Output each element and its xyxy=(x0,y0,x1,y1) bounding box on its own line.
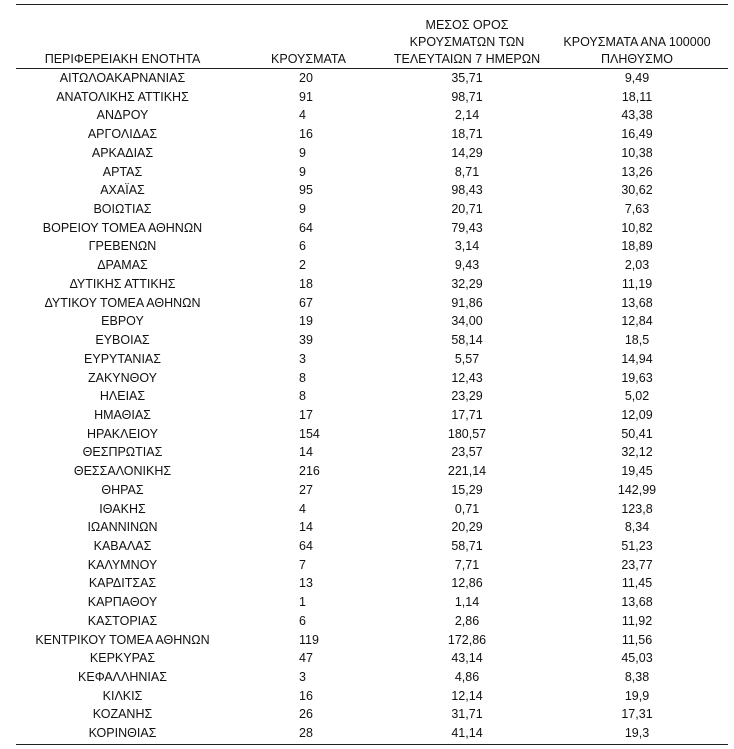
avg7-cell: 58,71 xyxy=(451,538,483,553)
avg7-cell: 7,71 xyxy=(454,557,480,572)
per100k-cell: 19,3 xyxy=(624,726,650,741)
table-row xyxy=(16,312,728,331)
cases-cell: 26 xyxy=(299,707,313,722)
avg7-cell: 4,86 xyxy=(454,670,480,684)
region-cell: ΚΕΝΤΡΙΚΟΥ ΤΟΜΕΑ ΑΘΗΝΩΝ xyxy=(35,632,210,647)
per100k-cell: 19,45 xyxy=(621,464,653,479)
cases-cell: 13 xyxy=(299,576,313,591)
per100k-cell: 19,63 xyxy=(621,370,653,385)
avg7-cell: 91,86 xyxy=(451,295,483,310)
table-row xyxy=(16,425,728,444)
per100k-cell: 11,92 xyxy=(621,613,653,628)
region-cell: ΒΟΡΕΙΟΥ ΤΟΜΕΑ ΑΘΗΝΩΝ xyxy=(42,220,203,235)
header-avg7-line1: ΜΕΣΟΣ ΟΡΟΣ xyxy=(425,18,509,32)
avg7-cell: 12,14 xyxy=(451,688,483,703)
cases-cell: 9 xyxy=(299,145,306,160)
region-cell: ΔΡΑΜΑΣ xyxy=(97,258,148,273)
header-cases xyxy=(229,12,388,69)
table-row xyxy=(16,443,728,462)
avg7-cell: 23,29 xyxy=(451,389,483,404)
per100k-cell: 23,77 xyxy=(621,557,653,572)
avg7-cell: 20,71 xyxy=(451,202,483,217)
region-cell: ΘΗΡΑΣ xyxy=(101,482,144,497)
table-row xyxy=(16,649,728,668)
header-per100k xyxy=(546,12,728,69)
header-per100k-line1: ΚΡΟΥΣΜΑΤΑ ΑΝΑ 100000 xyxy=(563,35,711,49)
cases-cell: 20 xyxy=(299,71,313,85)
table-row xyxy=(16,556,728,575)
avg7-cell: 79,43 xyxy=(451,220,483,235)
cases-cell: 154 xyxy=(299,426,320,441)
avg7-cell: 180,57 xyxy=(447,426,487,441)
region-cell: ΑΙΤΩΛΟΑΚΑΡΝΑΝΙΑΣ xyxy=(59,71,186,85)
region-cell: ΕΥΒΟΙΑΣ xyxy=(95,333,150,348)
bottom-rule xyxy=(16,744,728,745)
region-cell: ΑΡΚΑΔΙΑΣ xyxy=(91,145,154,160)
table-row xyxy=(16,237,728,256)
per100k-cell: 18,5 xyxy=(624,333,650,348)
table-row xyxy=(16,219,728,238)
avg7-cell: 12,43 xyxy=(451,370,483,385)
per100k-cell: 7,63 xyxy=(624,202,650,217)
cases-cell: 216 xyxy=(299,464,320,479)
region-cell: ΚΑΛΥΜΝΟΥ xyxy=(87,557,158,572)
region-cell: ΔΥΤΙΚΟΥ ΤΟΜΕΑ ΑΘΗΝΩΝ xyxy=(44,295,201,310)
avg7-cell: 8,71 xyxy=(454,164,480,179)
avg7-cell: 5,57 xyxy=(454,351,480,366)
cases-cell: 47 xyxy=(299,651,313,666)
avg7-cell: 58,14 xyxy=(451,333,483,348)
per100k-cell: 50,41 xyxy=(621,426,653,441)
table-row xyxy=(16,350,728,369)
per100k-cell: 32,12 xyxy=(621,445,653,460)
region-cell: ΚΑΒΑΛΑΣ xyxy=(93,538,152,553)
table-row xyxy=(16,69,728,88)
per100k-cell: 18,11 xyxy=(621,89,653,104)
cases-cell: 8 xyxy=(299,370,306,385)
cases-cell: 14 xyxy=(299,520,313,535)
header-avg7 xyxy=(388,12,546,69)
per100k-cell: 17,31 xyxy=(621,707,653,722)
table-row xyxy=(16,106,728,125)
table-row xyxy=(16,144,728,163)
cases-cell: 4 xyxy=(299,108,306,123)
header-avg7-line3: ΤΕΛΕΥΤΑΙΩΝ 7 ΗΜΕΡΩΝ xyxy=(393,52,541,66)
avg7-cell: 18,71 xyxy=(451,127,483,142)
cases-cell: 14 xyxy=(299,445,313,460)
region-cell: ΙΩΑΝΝΙΝΩΝ xyxy=(87,520,158,535)
cases-cell: 16 xyxy=(299,688,313,703)
avg7-cell: 2,14 xyxy=(454,108,480,123)
cases-cell: 4 xyxy=(299,501,306,516)
region-cell: ΕΥΡΥΤΑΝΙΑΣ xyxy=(84,351,161,366)
per100k-cell: 45,03 xyxy=(621,651,653,666)
table-header xyxy=(16,12,728,69)
header-row xyxy=(16,12,728,69)
per100k-cell: 123,8 xyxy=(621,501,653,516)
region-cell: ΚΑΣΤΟΡΙΑΣ xyxy=(87,613,158,628)
table-row xyxy=(16,631,728,650)
region-cell: ΑΝΔΡΟΥ xyxy=(96,108,149,123)
header-cases-label: ΚΡΟΥΣΜΑΤΑ xyxy=(271,52,346,66)
cases-cell: 9 xyxy=(299,164,306,179)
avg7-cell: 23,57 xyxy=(451,445,483,460)
table-row xyxy=(16,518,728,537)
cases-table xyxy=(16,12,728,743)
avg7-cell: 12,86 xyxy=(451,576,483,591)
region-cell: ΚΑΡΔΙΤΣΑΣ xyxy=(88,576,157,591)
region-cell: ΚΕΡΚΥΡΑΣ xyxy=(89,651,156,666)
avg7-cell: 9,43 xyxy=(454,258,480,273)
cases-cell: 67 xyxy=(299,295,313,310)
cases-cell: 17 xyxy=(299,407,313,422)
per100k-cell: 13,68 xyxy=(621,295,653,310)
region-cell: ΚΕΦΑΛΛΗΝΙΑΣ xyxy=(78,670,167,684)
table-row xyxy=(16,256,728,275)
table-row xyxy=(16,294,728,313)
region-cell: ΔΥΤΙΚΗΣ ΑΤΤΙΚΗΣ xyxy=(69,276,176,291)
cases-cell: 16 xyxy=(299,127,313,142)
region-cell: ΚΙΛΚΙΣ xyxy=(102,688,143,703)
table-row xyxy=(16,574,728,593)
per100k-cell: 12,09 xyxy=(621,407,653,422)
avg7-cell: 32,29 xyxy=(451,276,483,291)
cases-cell: 28 xyxy=(299,726,313,741)
per100k-cell: 9,49 xyxy=(624,71,650,85)
per100k-cell: 142,99 xyxy=(617,482,657,497)
region-cell: ΚΟΡΙΝΘΙΑΣ xyxy=(88,726,157,741)
table-row xyxy=(16,200,728,219)
per100k-cell: 16,49 xyxy=(621,127,653,142)
table-row xyxy=(16,687,728,706)
per100k-cell: 11,45 xyxy=(621,576,653,591)
cases-cell: 6 xyxy=(299,613,306,628)
table-row xyxy=(16,163,728,182)
per100k-cell: 8,38 xyxy=(624,670,650,684)
cases-cell: 19 xyxy=(299,314,313,329)
cases-cell: 91 xyxy=(299,89,313,104)
header-avg7-line2: ΚΡΟΥΣΜΑΤΩΝ ΤΩΝ xyxy=(409,35,525,49)
avg7-cell: 35,71 xyxy=(451,71,483,85)
header-per100k-line2: ΠΛΗΘΥΣΜΟ xyxy=(601,52,673,66)
region-cell: ΘΕΣΠΡΩΤΙΑΣ xyxy=(82,445,163,460)
cases-cell: 3 xyxy=(299,351,306,366)
per100k-cell: 13,68 xyxy=(621,595,653,610)
per100k-cell: 8,34 xyxy=(624,520,650,535)
per100k-cell: 18,89 xyxy=(621,239,653,254)
cases-cell: 7 xyxy=(299,557,306,572)
cases-cell: 2 xyxy=(299,258,306,273)
avg7-cell: 0,71 xyxy=(454,501,480,516)
avg7-cell: 3,14 xyxy=(454,239,480,254)
table-body xyxy=(16,69,728,743)
avg7-cell: 172,86 xyxy=(447,632,487,647)
top-rule xyxy=(16,4,728,5)
per100k-cell: 19,9 xyxy=(624,688,650,703)
table-row xyxy=(16,88,728,107)
per100k-cell: 11,56 xyxy=(621,632,653,647)
table-row xyxy=(16,406,728,425)
avg7-cell: 221,14 xyxy=(447,464,487,479)
table-row xyxy=(16,612,728,631)
region-cell: ΒΟΙΩΤΙΑΣ xyxy=(93,202,152,217)
cases-cell: 39 xyxy=(299,333,313,348)
header-region-label: ΠΕΡΙΦΕΡΕΙΑΚΗ ΕΝΟΤΗΤΑ xyxy=(44,52,201,66)
region-cell: ΑΡΓΟΛΙΔΑΣ xyxy=(87,127,158,142)
table-row xyxy=(16,537,728,556)
avg7-cell: 31,71 xyxy=(451,707,483,722)
table-row xyxy=(16,275,728,294)
per100k-cell: 12,84 xyxy=(621,314,653,329)
avg7-cell: 14,29 xyxy=(451,145,483,160)
avg7-cell: 34,00 xyxy=(451,314,483,329)
per100k-cell: 14,94 xyxy=(621,351,653,366)
avg7-cell: 15,29 xyxy=(451,482,483,497)
per100k-cell: 43,38 xyxy=(621,108,653,123)
per100k-cell: 5,02 xyxy=(624,389,650,404)
region-cell: ΚΑΡΠΑΘΟΥ xyxy=(87,595,158,610)
cases-cell: 1 xyxy=(299,595,306,610)
region-cell: ΗΛΕΙΑΣ xyxy=(99,389,146,404)
region-cell: ΖΑΚΥΝΘΟΥ xyxy=(87,370,158,385)
per100k-cell: 13,26 xyxy=(621,164,653,179)
table-row xyxy=(16,593,728,612)
table-row xyxy=(16,369,728,388)
region-cell: ΓΡΕΒΕΝΩΝ xyxy=(88,239,157,254)
table-row xyxy=(16,462,728,481)
table-row xyxy=(16,125,728,144)
per100k-cell: 51,23 xyxy=(621,538,653,553)
cases-cell: 119 xyxy=(299,632,319,647)
avg7-cell: 20,29 xyxy=(451,520,483,535)
per100k-cell: 11,19 xyxy=(621,276,653,291)
region-cell: ΑΝΑΤΟΛΙΚΗΣ ΑΤΤΙΚΗΣ xyxy=(56,89,189,104)
table-row xyxy=(16,181,728,200)
avg7-cell: 98,43 xyxy=(451,183,483,198)
table-row xyxy=(16,724,728,743)
avg7-cell: 98,71 xyxy=(451,89,483,104)
cases-cell: 95 xyxy=(299,183,313,198)
header-region xyxy=(16,12,229,69)
per100k-cell: 30,62 xyxy=(621,183,653,198)
table-row xyxy=(16,331,728,350)
per100k-cell: 10,38 xyxy=(621,145,653,160)
region-cell: ΚΟΖΑΝΗΣ xyxy=(92,707,153,722)
cases-cell: 8 xyxy=(299,389,306,404)
cases-cell: 3 xyxy=(299,670,306,684)
region-cell: ΘΕΣΣΑΛΟΝΙΚΗΣ xyxy=(73,464,172,479)
per100k-cell: 10,82 xyxy=(621,220,653,235)
region-cell: ΑΧΑΪΑΣ xyxy=(100,183,145,198)
table-row xyxy=(16,387,728,406)
avg7-cell: 2,86 xyxy=(454,613,480,628)
region-cell: ΙΘΑΚΗΣ xyxy=(99,501,146,516)
region-cell: ΗΜΑΘΙΑΣ xyxy=(94,407,151,422)
region-cell: ΕΒΡΟΥ xyxy=(101,314,144,329)
region-cell: ΗΡΑΚΛΕΙΟΥ xyxy=(87,426,158,441)
table-row xyxy=(16,481,728,500)
cases-cell: 64 xyxy=(299,538,313,553)
per100k-cell: 2,03 xyxy=(624,258,650,273)
table-row xyxy=(16,668,728,687)
avg7-cell: 41,14 xyxy=(451,726,483,741)
table-row xyxy=(16,705,728,724)
region-cell: ΑΡΤΑΣ xyxy=(102,164,143,179)
cases-cell: 64 xyxy=(299,220,313,235)
table-row xyxy=(16,500,728,519)
cases-cell: 9 xyxy=(299,202,306,217)
cases-cell: 6 xyxy=(299,239,306,254)
avg7-cell: 17,71 xyxy=(451,407,483,422)
cases-cell: 18 xyxy=(299,276,313,291)
cases-cell: 27 xyxy=(299,482,313,497)
avg7-cell: 43,14 xyxy=(451,651,483,666)
avg7-cell: 1,14 xyxy=(454,595,480,610)
